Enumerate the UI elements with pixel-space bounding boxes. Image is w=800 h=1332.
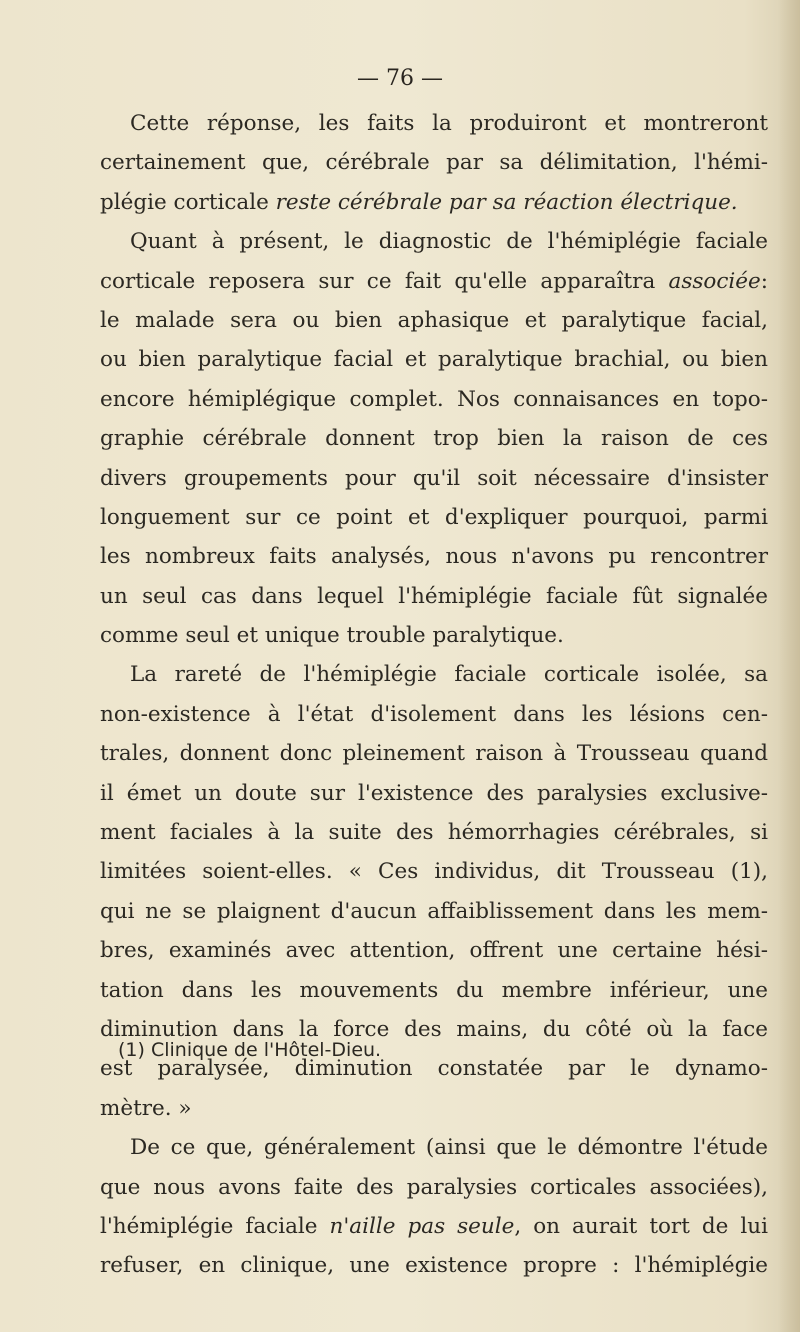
text-line: Quant à présent, le diagnostic de l'hémiplégie faciale bbox=[130, 229, 768, 255]
text-line: l'hémiplégie faciale n'aille pas seule, on aurait tort de lui bbox=[100, 1213, 768, 1239]
text-line: De ce que, généralement (ainsi que le démontre l'étude bbox=[130, 1135, 768, 1161]
text-line: non-existence à l'état d'isolement dans les lésions cen- bbox=[100, 701, 768, 727]
text-line: que nous avons faite des paralysies corticales associées), bbox=[100, 1174, 768, 1200]
text-line: mètre. » bbox=[100, 1095, 192, 1121]
text-line: graphie cérébrale donnent trop bien la raison de ces bbox=[100, 426, 768, 452]
italic-emphasis: reste cérébrale par sa réaction électrique. bbox=[275, 189, 738, 215]
text-line: qui ne se plaignent d'aucun affaiblissement dans les mem- bbox=[100, 898, 768, 924]
footnote: (1) Clinique de l'Hôtel-Dieu. bbox=[118, 1039, 382, 1061]
text-line: encore hémiplégique complet. Nos connaisances en topo- bbox=[100, 386, 768, 412]
page-number: — 76 — bbox=[357, 66, 443, 91]
text-line: certainement que, cérébrale par sa délimitation, l'hémi- bbox=[100, 150, 768, 176]
italic-emphasis: n'aille pas seule bbox=[329, 1213, 515, 1239]
text-line: corticale reposera sur ce fait qu'elle apparaîtra associée: bbox=[100, 268, 768, 294]
text-line: longuement sur ce point et d'expliquer pourquoi, parmi bbox=[100, 504, 768, 530]
text-line: les nombreux faits analysés, nous n'avons pu rencontrer bbox=[100, 544, 768, 570]
text-line: ment faciales à la suite des hémorrhagies cérébrales, si bbox=[100, 820, 768, 846]
text-line: La rareté de l'hémiplégie faciale corticale isolée, sa bbox=[130, 662, 768, 688]
text-line: un seul cas dans lequel l'hémiplégie faciale fût signalée bbox=[100, 583, 768, 609]
text-line: est paralysée, diminution constatée par le dynamo- bbox=[100, 1056, 768, 1082]
text-line: diminution dans la force des mains, du côté où la face bbox=[100, 1016, 768, 1042]
text-line: plégie corticale reste cérébrale par sa réaction électrique. bbox=[100, 189, 738, 215]
italic-emphasis: associée bbox=[668, 268, 761, 294]
text-line: divers groupements pour qu'il soit nécessaire d'insister bbox=[100, 465, 768, 491]
text-line: ou bien paralytique facial et paralytique brachial, ou bien bbox=[100, 347, 768, 373]
text-line: il émet un doute sur l'existence des paralysies exclusive- bbox=[100, 780, 768, 806]
text-line: tation dans les mouvements du membre inférieur, une bbox=[100, 977, 768, 1003]
text-line: Cette réponse, les faits la produiront et montreront bbox=[130, 111, 768, 136]
text-line: le malade sera ou bien aphasique et paralytique facial, bbox=[100, 307, 768, 333]
text-line: refuser, en clinique, une existence propre : l'hémiplégie bbox=[100, 1253, 768, 1279]
text-line: trales, donnent donc pleinement raison à Trousseau quand bbox=[100, 741, 768, 767]
body-text bbox=[100, 104, 768, 1286]
text-line: bres, examinés avec attention, offrent une certaine hési- bbox=[100, 938, 768, 964]
page-edge-shadow bbox=[778, 0, 800, 1332]
text-line: comme seul et unique trouble paralytique. bbox=[100, 623, 564, 649]
text-line: limitées soient-elles. « Ces individus, dit Trousseau (1), bbox=[100, 859, 768, 885]
